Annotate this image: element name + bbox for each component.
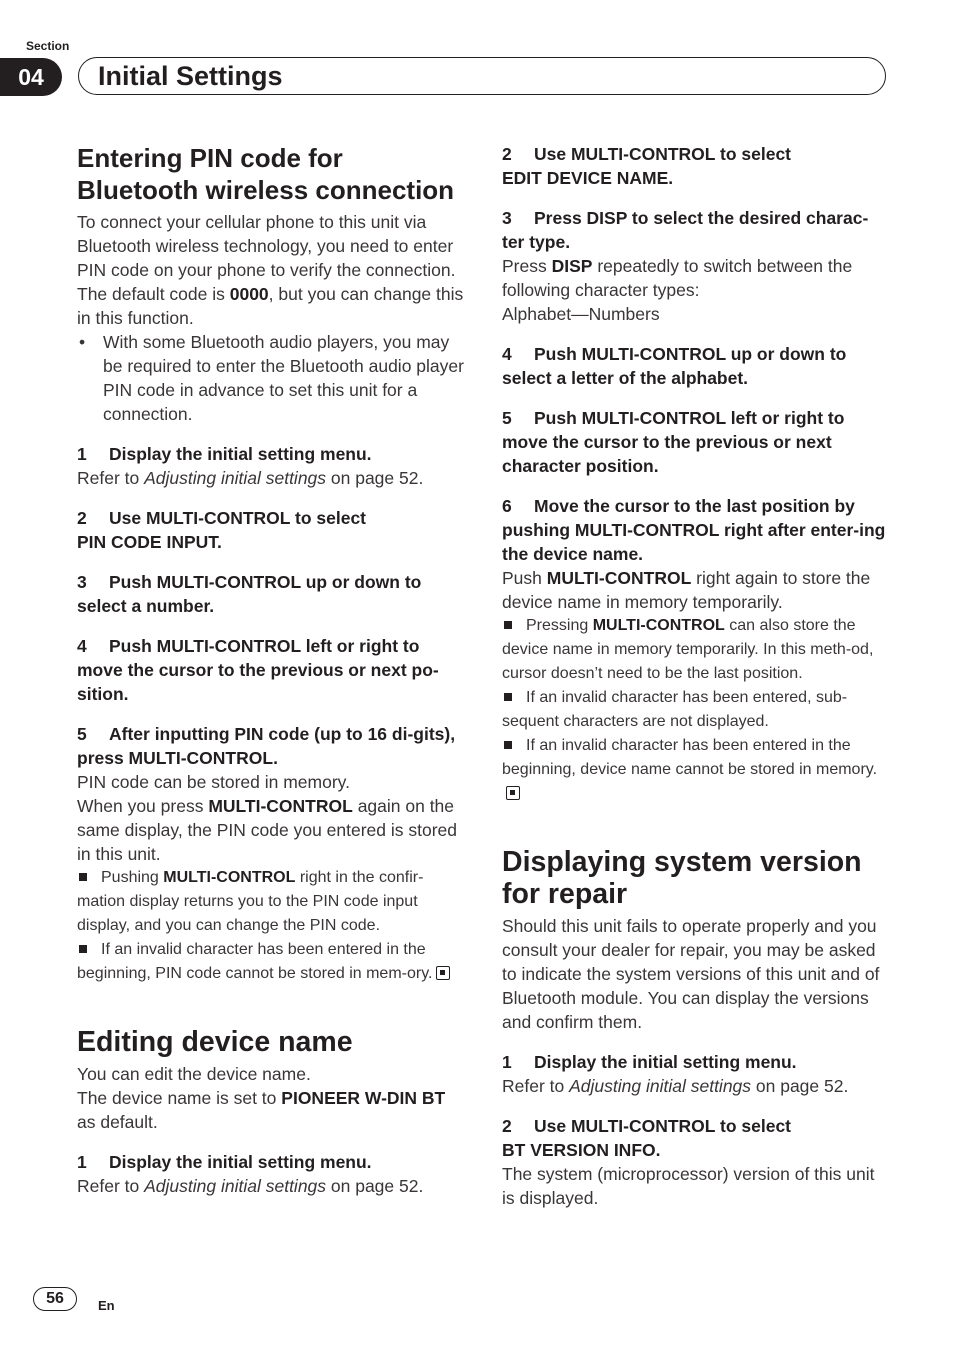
note-square-icon — [504, 741, 512, 749]
multi-control-label: MULTI-CONTROL — [592, 617, 725, 634]
step-text: Push MULTI-CONTROL up or down to select a number. — [77, 572, 422, 616]
step-number: 1 — [502, 1052, 512, 1072]
step-text-menu: PIN CODE INPUT. — [77, 532, 222, 552]
pin-note-2 — [77, 938, 465, 986]
edit-body-1: You can edit the device name. — [77, 1064, 311, 1084]
step-text: Display the initial setting menu. — [109, 444, 372, 464]
pin-step-1-refer — [77, 466, 465, 490]
version-heading-line2: for repair — [502, 878, 628, 910]
edit-step-3-body2: Alphabet—Numbers — [502, 304, 660, 324]
note-text: Pushing — [101, 869, 164, 886]
left-column — [77, 142, 465, 1198]
edit-step-5 — [502, 406, 890, 478]
note-text: Pressing — [526, 617, 593, 634]
refer-text: Refer to — [77, 468, 145, 488]
pin-step-5 — [77, 722, 465, 770]
step-text: After inputting PIN code (up to 16 di-gits), press MULTI-CONTROL. — [77, 724, 456, 768]
note-text-end: right in the confir-mation display returns you to the PIN code input display, and you can change the PIN code. — [77, 869, 424, 934]
step-number: 2 — [502, 144, 512, 164]
edit-body-2 — [77, 1086, 465, 1134]
pin-step-5-body2 — [77, 794, 465, 866]
multi-control-label: MULTI-CONTROL — [208, 796, 353, 816]
pin-step-1 — [77, 442, 465, 466]
pin-step-4 — [77, 634, 465, 706]
step-text: Press DISP to select the desired charac-ter type. — [502, 208, 869, 252]
disp-label: DISP — [551, 256, 593, 276]
pin-intro-text: To connect your cellular phone to this unit via Bluetooth wireless technology, you need to enter PIN code on your phone to verify the connection. The default code is — [77, 212, 456, 304]
edit-note-1 — [502, 614, 890, 686]
step-number: 2 — [502, 1116, 512, 1136]
note-square-icon — [79, 945, 87, 953]
note-square-icon — [504, 621, 512, 629]
step-text-menu: EDIT DEVICE NAME. — [502, 168, 674, 188]
version-body: Should this unit fails to operate properly and you consult your dealer for repair, you may be asked to indicate the system versions of this unit and of Bluetooth module. You can display the versions and confirm them. — [502, 916, 880, 1032]
refer-page: on page 52. — [326, 1176, 424, 1196]
edit-note-2 — [502, 686, 890, 734]
step-text: Display the initial setting menu. — [109, 1152, 372, 1172]
default-pin-code: 0000 — [229, 284, 269, 304]
step-text: Push MULTI-CONTROL left or right to move the cursor to the previous or next character position. — [502, 408, 845, 476]
edit-step-1 — [77, 1150, 465, 1174]
refer-link-text: Adjusting initial settings — [144, 1176, 327, 1196]
pin-intro — [77, 210, 465, 330]
default-device-name: PIONEER W-DIN BT — [281, 1088, 446, 1108]
multi-control-label: MULTI-CONTROL — [163, 869, 296, 886]
right-column — [502, 142, 890, 1210]
pin-step-2 — [77, 506, 465, 554]
refer-text: Refer to — [77, 1176, 145, 1196]
end-of-section-icon — [436, 966, 450, 980]
edit-step-1-refer — [77, 1174, 465, 1198]
version-step-2 — [502, 1114, 890, 1162]
body-text: The device name is set to — [77, 1088, 282, 1108]
refer-link-text: Adjusting initial settings — [569, 1076, 752, 1096]
step-number: 6 — [502, 496, 512, 516]
version-step-2-body: The system (microprocessor) version of this unit is displayed. — [502, 1164, 875, 1208]
pin-section-heading — [77, 142, 465, 206]
step-text-menu: BT VERSION INFO. — [502, 1140, 661, 1160]
body-text: When you press — [77, 796, 209, 816]
edit-step-2 — [502, 142, 890, 190]
step-text: Move the cursor to the last position by pushing MULTI-CONTROL right after enter-ing the device name. — [502, 496, 886, 564]
refer-page: on page 52. — [751, 1076, 849, 1096]
note-text: If an invalid character has been entered, sub-sequent characters are not displayed. — [502, 689, 848, 730]
body-text-end: again on the same display, the PIN code you entered is stored in this unit. — [77, 796, 458, 864]
edit-step-4 — [502, 342, 890, 390]
body-text: Press — [502, 256, 552, 276]
refer-page: on page 52. — [326, 468, 424, 488]
body-text: Push — [502, 568, 547, 588]
edit-step-6 — [502, 494, 890, 566]
step-number: 4 — [77, 636, 87, 656]
end-of-section-icon — [506, 786, 520, 800]
section-number-badge: 04 — [0, 58, 62, 96]
pin-heading-line2: Bluetooth wireless connection — [77, 175, 455, 205]
multi-control-label: MULTI-CONTROL — [546, 568, 692, 588]
pin-bullet: • With some Bluetooth audio players, you may be required to enter the Bluetooth audio player PIN code in advance to set this unit for a connection. — [77, 330, 465, 426]
step-number: 5 — [77, 724, 87, 744]
step-text: Display the initial setting menu. — [534, 1052, 797, 1072]
version-step-1 — [502, 1050, 890, 1074]
step-text: Use MULTI-CONTROL to select — [534, 1116, 792, 1136]
page-number-badge: 56 — [33, 1287, 77, 1311]
body-text-end: as default. — [77, 1112, 158, 1132]
version-step-1-refer — [502, 1074, 890, 1098]
step-number: 2 — [77, 508, 87, 528]
body-text-end: repeatedly to switch between the following character types: — [502, 256, 853, 300]
refer-link-text: Adjusting initial settings — [144, 468, 327, 488]
pin-note-1 — [77, 866, 465, 938]
pin-step-3 — [77, 570, 465, 618]
pin-heading-line1: Entering PIN code for — [77, 143, 343, 173]
note-text-end: can also store the device name in memory temporarily. In this meth-od, cursor doesn’t need to be the last position. — [502, 617, 874, 682]
version-heading-line1: Displaying system version — [502, 846, 862, 878]
step-text: Use MULTI-CONTROL to select — [534, 144, 792, 164]
edit-step-6-body — [502, 566, 890, 614]
section-label: Section — [26, 39, 70, 53]
step-number: 4 — [502, 344, 512, 364]
edit-note-3 — [502, 734, 890, 806]
body-text-end: right again to store the device name in memory temporarily. — [502, 568, 871, 612]
section-title: Initial Settings — [98, 61, 283, 91]
note-square-icon — [79, 873, 87, 881]
edit-section-heading: Editing device name — [77, 1026, 353, 1058]
edit-step-3-body1 — [502, 254, 890, 302]
refer-text: Refer to — [502, 1076, 570, 1096]
step-text: Push MULTI-CONTROL left or right to move the cursor to the previous or next po-sition. — [77, 636, 439, 704]
note-square-icon — [504, 693, 512, 701]
pin-step-5-body1: PIN code can be stored in memory. — [77, 772, 350, 792]
edit-step-3 — [502, 206, 890, 254]
note-text: If an invalid character has been entered in the beginning, device name cannot be stored in memory. — [502, 737, 878, 778]
step-number: 1 — [77, 444, 87, 464]
step-text: Push MULTI-CONTROL up or down to select a letter of the alphabet. — [502, 344, 847, 388]
step-number: 5 — [502, 408, 512, 428]
version-section-heading — [502, 846, 890, 910]
step-number: 3 — [502, 208, 512, 228]
step-number: 3 — [77, 572, 87, 592]
page-language: En — [98, 1298, 115, 1313]
step-number: 1 — [77, 1152, 87, 1172]
pin-intro-text-end: , but you can change this in this function. — [77, 284, 464, 328]
step-text: Use MULTI-CONTROL to select — [109, 508, 367, 528]
note-text: If an invalid character has been entered in the beginning, PIN code cannot be stored in mem-ory. — [77, 941, 433, 982]
